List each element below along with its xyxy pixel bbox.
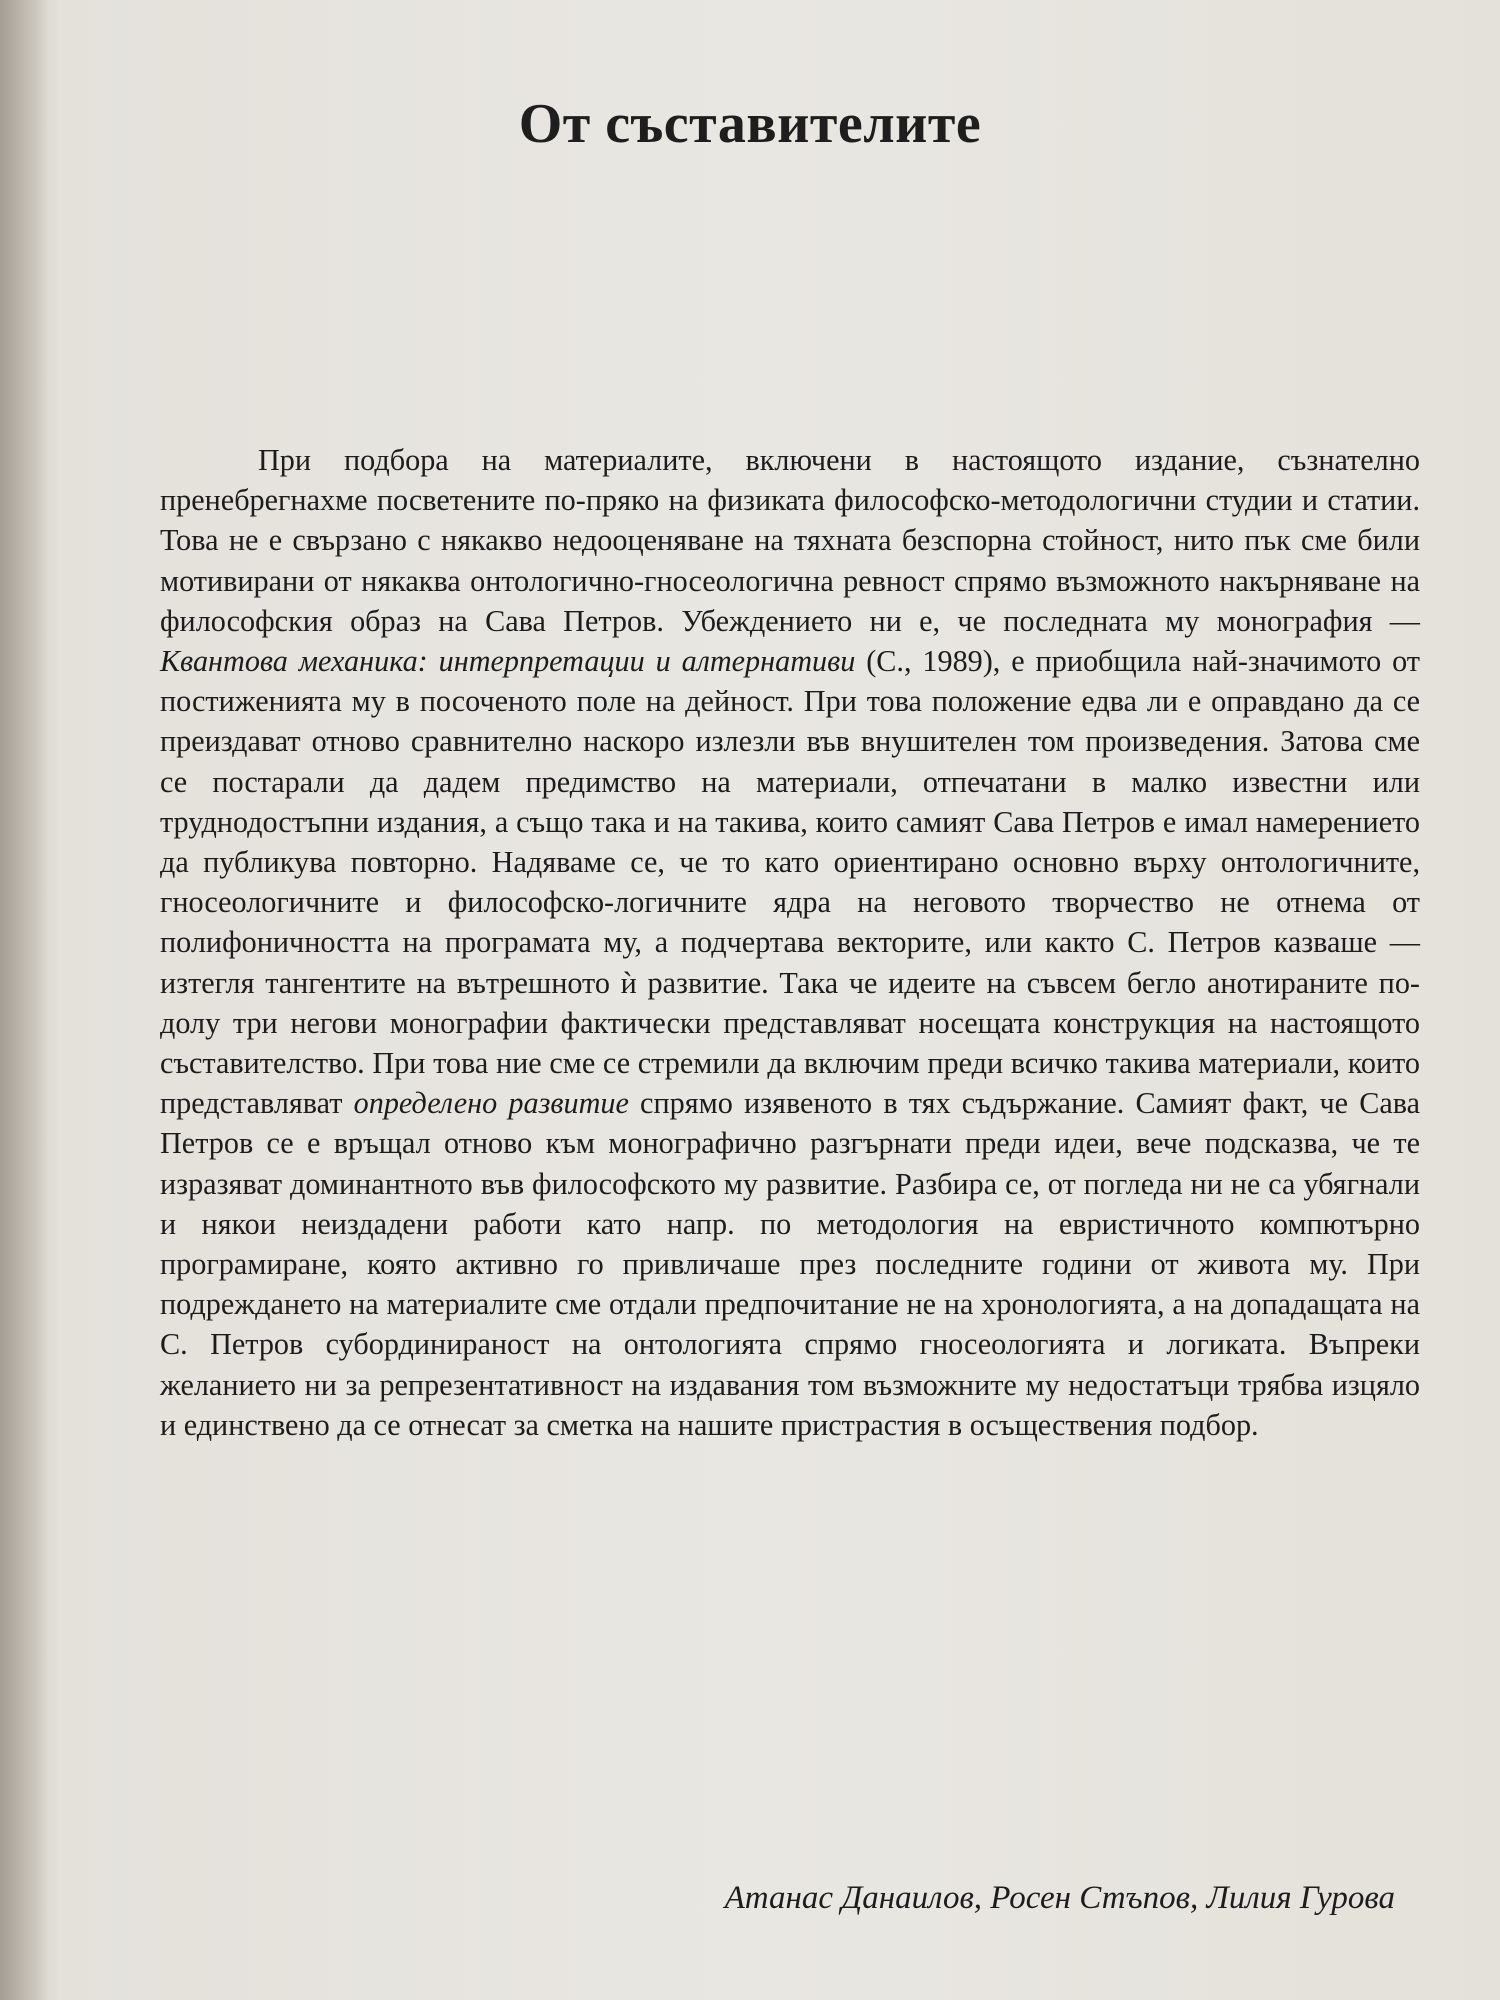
- page-gutter: [0, 0, 48, 2000]
- page-title: От съставителите: [518, 93, 982, 155]
- paragraph-italic-emphasis: определено развитие: [353, 1086, 629, 1121]
- body-paragraph: [160, 440, 1420, 1445]
- paragraph-italic-book-title: Квантова механика: интерпретации и алтернативи: [160, 644, 856, 679]
- authors-signature: Атанас Данаилов, Росен Стъпов, Лилия Гурова: [724, 1880, 1395, 1916]
- paragraph-text-part-3: спрямо изявеното в тях съдържание. Самият факт, че Сава Петров се е връщал отново към монографично разгърнати преди идеи, вече подсказва, че те изразяват доминантното във философското му развитие. Разбира се, от погледа ни не са убягнали и някои неиздадени работи като напр. по методология на евристичното компютърно програмиране, която активно го привличаше през последните години от живота му. При подреждането на материалите сме отдали предпочитание не на хронологията, а на допадащата на С. Петров субординираност на онтологията спрямо гносеологията и логиката. Въпреки желанието ни за репрезентативност на издавания том възможните му недостатъци трябва изцяло и единствено да се отнесат за сметка на нашите пристрастия в осъществения подбор.: [160, 1086, 1420, 1442]
- paragraph-text-part-2: (С., 1989), е приобщила най-значимото от постиженията му в посоченото поле на дейност. При това положение едва ли е оправдано да се преиздават отново сравнително наскоро излезли във внушителен том произведения. Затова сме се постарали да дадем предимство на материали, отпечатани в малко известни или труднодостъпни издания, а също така и на такива, които самият Сава Петров е имал намерението да публикува повторно. Надяваме се, че то като ориентирано основно върху онтологичните, гносеологичните и философско-логичните ядра на неговото творчество не отнема от полифоничността на програмата му, а подчертава векторите, или както С. Петров казваше — изтегля тангентите на вътрешното ѝ развитие. Така че идеите на съвсем бегло анотираните по-долу три негови монографии фактически представляват носещата конструкция на настоящото съставителство. При това ние сме се стремили да включим преди всичко такива материали, които представляват: [160, 644, 1420, 1121]
- paragraph-text-part-1: При подбора на материалите, включени в настоящото издание, съзнателно пренебрегнахме посветените по-пряко на физиката философско-методологични студии и статии. Това не е свързано с някакво недооценяване на тяхната безспорна стойност, нито пък сме били мотивирани от някаква онтологично-гносеологична ревност спрямо възможното накърняване на философския образ на Сава Петров. Убеждението ни е, че последната му монография —: [160, 443, 1420, 638]
